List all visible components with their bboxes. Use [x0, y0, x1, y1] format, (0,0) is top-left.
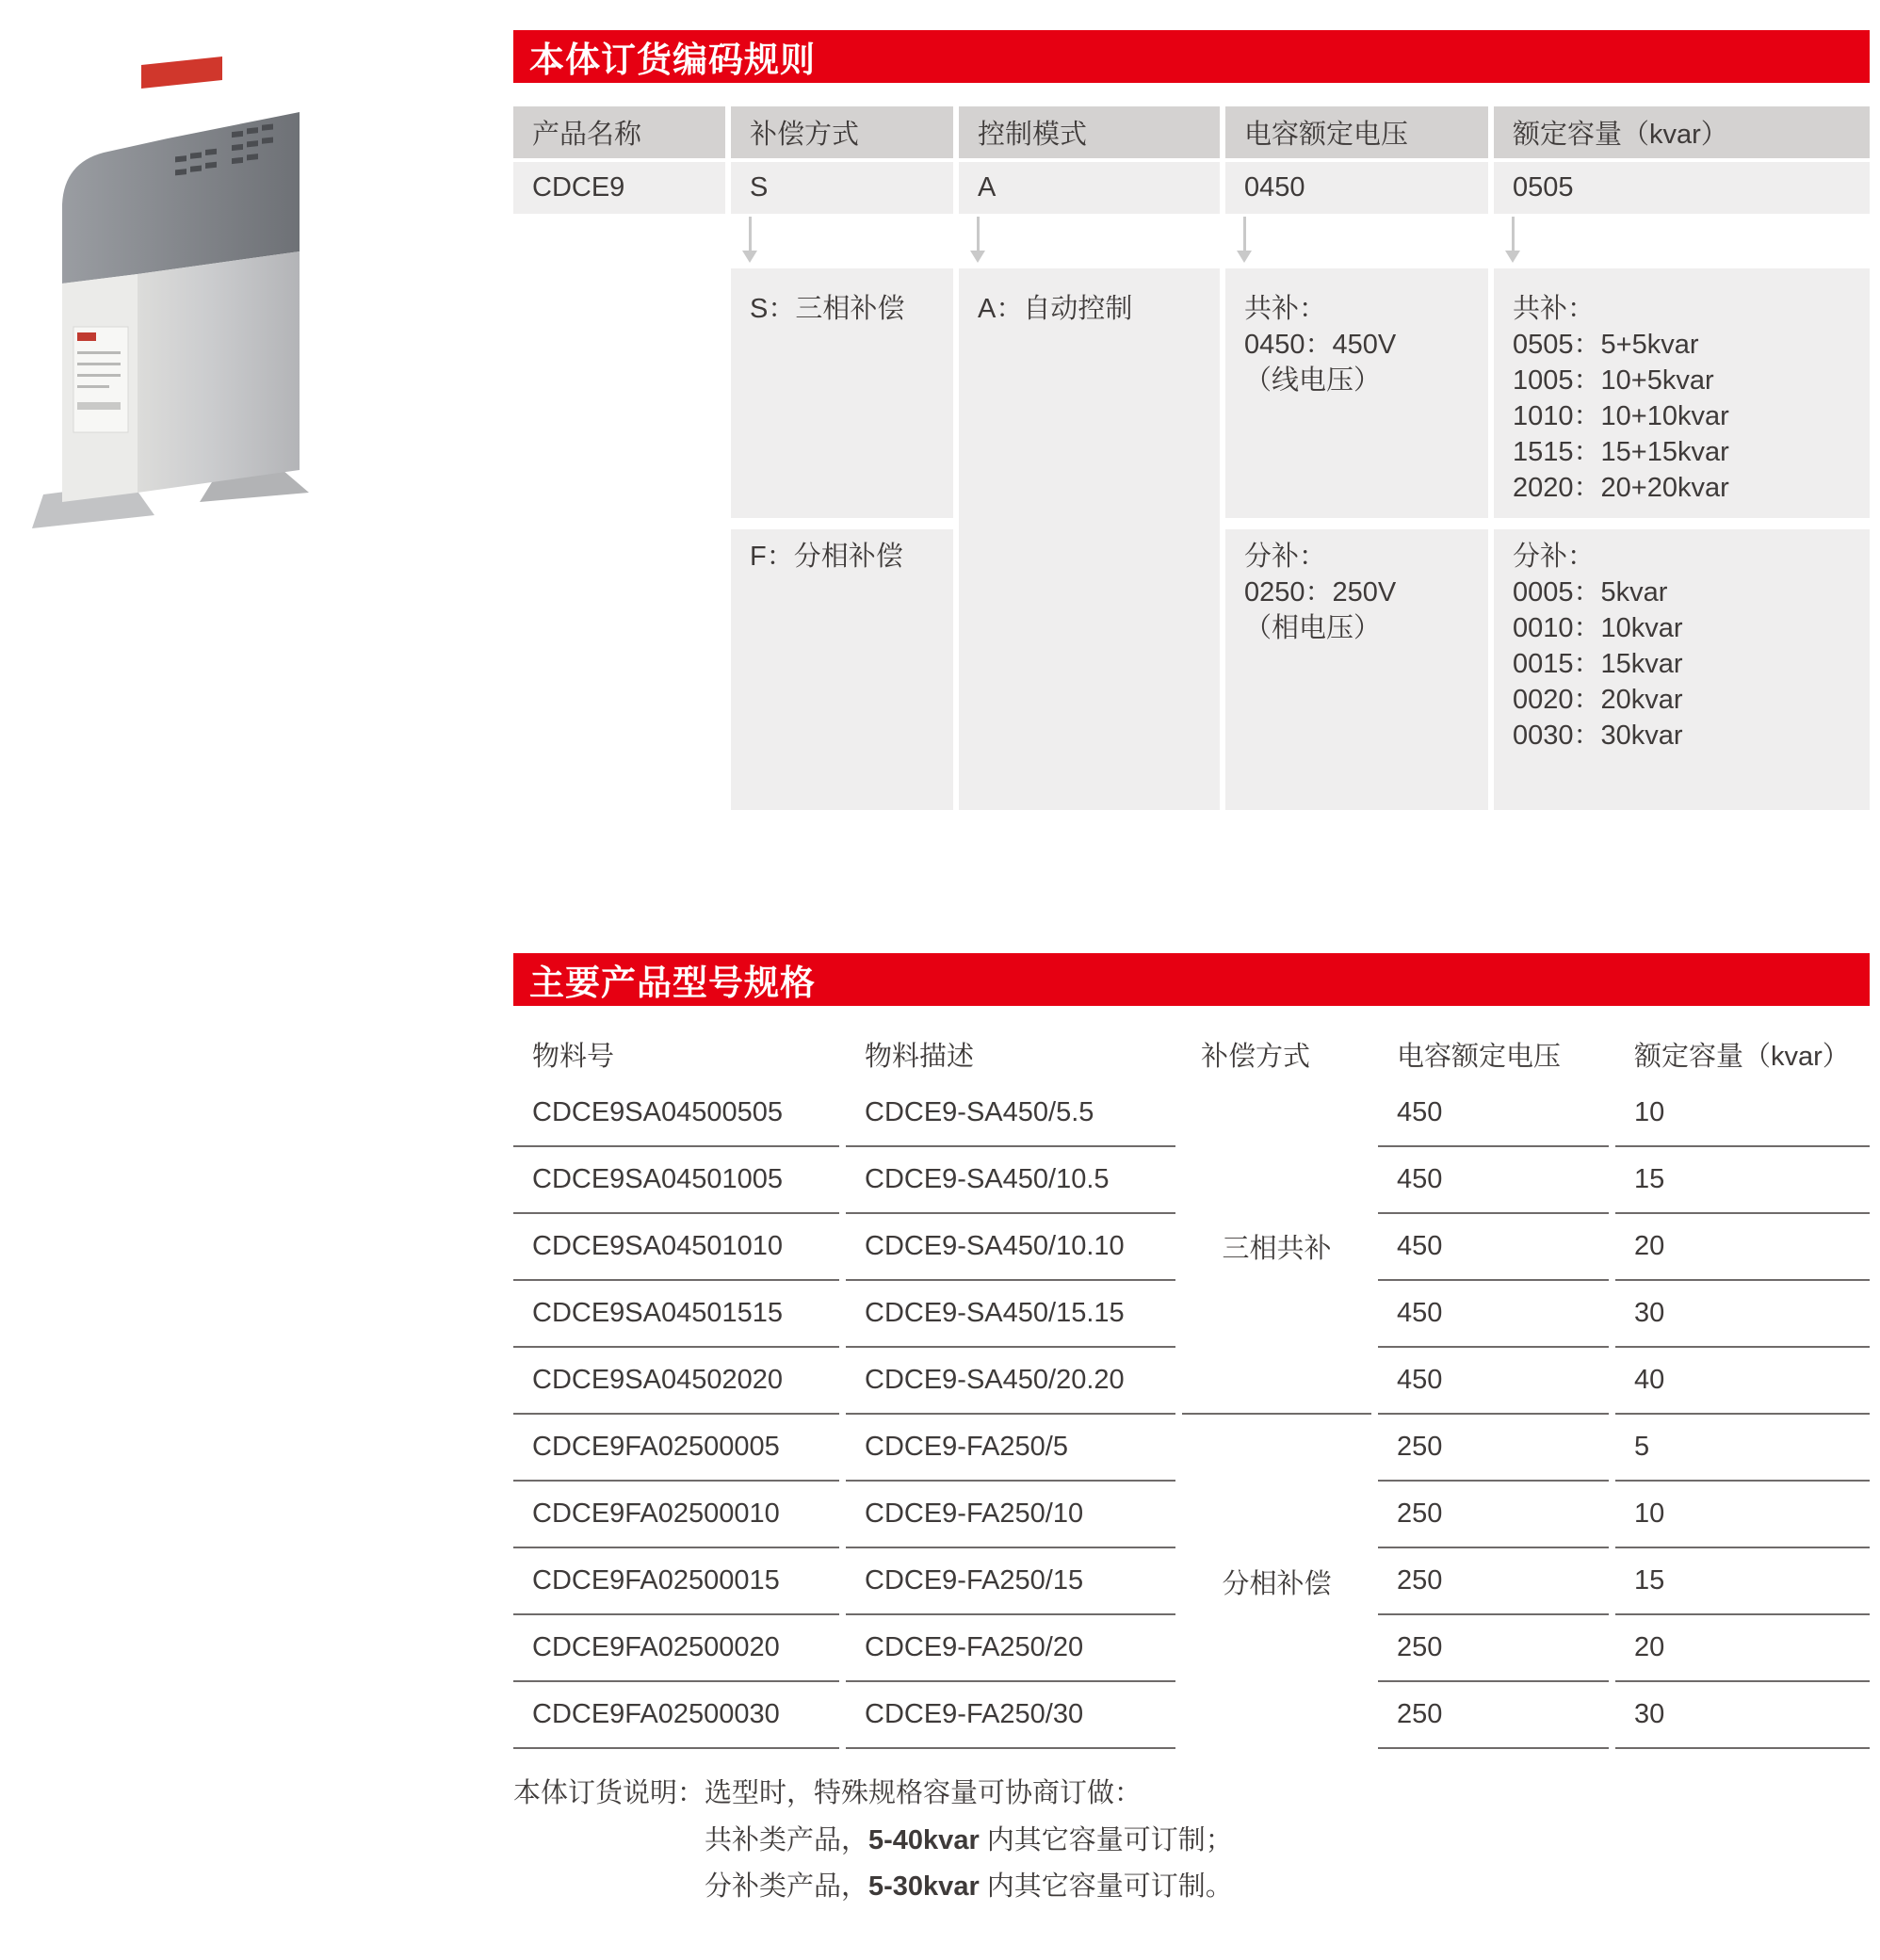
t1-header-compensation: 补偿方式	[731, 106, 953, 158]
description-cell: CDCE9-FA250/10	[846, 1482, 1175, 1548]
tier2-capacity-cell	[1494, 529, 1870, 810]
voltage-cell: 250	[1378, 1548, 1609, 1615]
t2-header-voltage: 电容额定电压	[1378, 1029, 1609, 1080]
spec-line: 1010：10+10kvar	[1513, 401, 1729, 431]
capacity-cell: 40	[1615, 1348, 1870, 1415]
spec-line: 0015：15kvar	[1513, 649, 1683, 679]
t1-header-rated-voltage: 电容额定电压	[1225, 106, 1488, 158]
spec-line: （相电压）	[1244, 613, 1382, 643]
t1-code-product: CDCE9	[513, 162, 725, 214]
tier2-compensation-cell: F：分相补偿	[731, 529, 953, 810]
down-arrow-icon	[970, 217, 985, 264]
spec-line: 共补：	[1513, 294, 1596, 324]
t2-header-compensation: 补偿方式	[1182, 1029, 1371, 1080]
ordering-note-label: 本体订货说明：	[513, 1778, 705, 1808]
spec-line: 分补：	[1244, 542, 1327, 572]
material-no-cell: CDCE9FA02500030	[513, 1682, 839, 1749]
ordering-note-line3: 分补类产品，5-30kvar 内其它容量可订制。	[705, 1871, 1233, 1902]
section2-title: 主要产品型号规格	[529, 964, 816, 1002]
product-photo	[26, 52, 337, 551]
t2-header-description: 物料描述	[846, 1029, 1175, 1080]
t1-header-product-name: 产品名称	[513, 106, 725, 158]
t2-header-material-no: 物料号	[513, 1029, 839, 1080]
spec-line: （线电压）	[1244, 365, 1382, 396]
capacity-cell: 10	[1615, 1482, 1870, 1548]
material-no-cell: CDCE9SA04500505	[513, 1080, 839, 1147]
t2-header-capacity: 额定容量（kvar）	[1615, 1029, 1870, 1080]
capacity-cell: 30	[1615, 1682, 1870, 1749]
spec-line: 0020：20kvar	[1513, 685, 1683, 715]
spec-line: 0450：450V	[1244, 330, 1397, 360]
description-cell: CDCE9-SA450/15.15	[846, 1281, 1175, 1348]
spec-line: 0005：5kvar	[1513, 577, 1668, 607]
voltage-cell: 450	[1378, 1147, 1609, 1214]
spec-line: 0010：10kvar	[1513, 613, 1683, 643]
voltage-cell: 450	[1378, 1348, 1609, 1415]
ordering-note-line2: 共补类产品，5-40kvar 内其它容量可订制；	[705, 1825, 1233, 1855]
spec-line: 2020：20+20kvar	[1513, 473, 1729, 503]
capacity-cell: 20	[1615, 1214, 1870, 1281]
description-cell: CDCE9-SA450/20.20	[846, 1348, 1175, 1415]
voltage-cell: 250	[1378, 1615, 1609, 1682]
capacity-cell: 5	[1615, 1415, 1870, 1482]
capacity-cell: 15	[1615, 1147, 1870, 1214]
tier1-compensation-cell: S：三相补偿	[731, 268, 953, 518]
description-cell: CDCE9-FA250/20	[846, 1615, 1175, 1682]
description-cell: CDCE9-FA250/15	[846, 1548, 1175, 1615]
material-no-cell: CDCE9FA02500020	[513, 1615, 839, 1682]
t1-header-rated-capacity: 额定容量（kvar）	[1494, 106, 1870, 158]
spec-line: 0505：5+5kvar	[1513, 330, 1699, 360]
ordering-code-table	[513, 106, 1870, 810]
spec-line: 1005：10+5kvar	[1513, 365, 1714, 396]
material-no-cell: CDCE9SA04501010	[513, 1214, 839, 1281]
t1-header-control-mode: 控制模式	[959, 106, 1220, 158]
down-arrow-icon	[1505, 217, 1520, 264]
spec-line: 1515：15+15kvar	[1513, 437, 1729, 467]
spec-line: 分补：	[1513, 542, 1596, 572]
t1-code-voltage: 0450	[1225, 162, 1488, 214]
spec-line: 共补：	[1244, 294, 1327, 324]
material-no-cell: CDCE9SA04502020	[513, 1348, 839, 1415]
spec-line: 0030：30kvar	[1513, 721, 1683, 751]
voltage-cell: 450	[1378, 1281, 1609, 1348]
voltage-cell: 250	[1378, 1415, 1609, 1482]
capacitor-body-side	[138, 251, 300, 493]
material-no-cell: CDCE9SA04501515	[513, 1281, 839, 1348]
product-label	[73, 327, 128, 432]
material-no-cell: CDCE9FA02500015	[513, 1548, 839, 1615]
ordering-note-line1: 本体订货说明：选型时，特殊规格容量可协商订做：	[513, 1778, 1143, 1808]
down-arrow-icon	[1237, 217, 1252, 264]
t1-code-compensation: S	[731, 162, 953, 214]
material-no-cell: CDCE9FA02500005	[513, 1415, 839, 1482]
t1-code-capacity: 0505	[1494, 162, 1870, 214]
description-cell: CDCE9-FA250/5	[846, 1415, 1175, 1482]
control-mode-cell: A：自动控制	[959, 268, 1220, 810]
voltage-cell: 250	[1378, 1682, 1609, 1749]
description-cell: CDCE9-SA450/10.5	[846, 1147, 1175, 1214]
tier1-voltage-cell	[1225, 268, 1488, 518]
capacity-cell: 15	[1615, 1548, 1870, 1615]
section1-title-bar	[513, 30, 1870, 83]
model-spec-table	[513, 1029, 1870, 1749]
capacity-cell: 10	[1615, 1080, 1870, 1147]
material-no-cell: CDCE9SA04501005	[513, 1147, 839, 1214]
arrow-cell	[1494, 214, 1870, 268]
arrow-cell	[731, 214, 953, 268]
compensation-group-label: 分相补偿	[1182, 1415, 1371, 1749]
spec-line: 0250：250V	[1244, 577, 1397, 607]
down-arrow-icon	[742, 217, 757, 264]
description-cell: CDCE9-SA450/5.5	[846, 1080, 1175, 1147]
material-no-cell: CDCE9FA02500010	[513, 1482, 839, 1548]
section1-title: 本体订货编码规则	[529, 40, 816, 79]
red-terminal-cap	[141, 57, 222, 89]
tier1-capacity-cell	[1494, 268, 1870, 518]
capacity-cell: 20	[1615, 1615, 1870, 1682]
voltage-cell: 450	[1378, 1080, 1609, 1147]
t1-code-control: A	[959, 162, 1220, 214]
tier2-voltage-cell	[1225, 529, 1488, 810]
capacity-cell: 30	[1615, 1281, 1870, 1348]
compensation-group-label: 三相共补	[1182, 1080, 1371, 1415]
voltage-cell: 250	[1378, 1482, 1609, 1548]
arrow-cell	[1225, 214, 1488, 268]
voltage-cell: 450	[1378, 1214, 1609, 1281]
description-cell: CDCE9-SA450/10.10	[846, 1214, 1175, 1281]
description-cell: CDCE9-FA250/30	[846, 1682, 1175, 1749]
arrow-cell	[959, 214, 1220, 268]
section2-title-bar	[513, 953, 1870, 1006]
